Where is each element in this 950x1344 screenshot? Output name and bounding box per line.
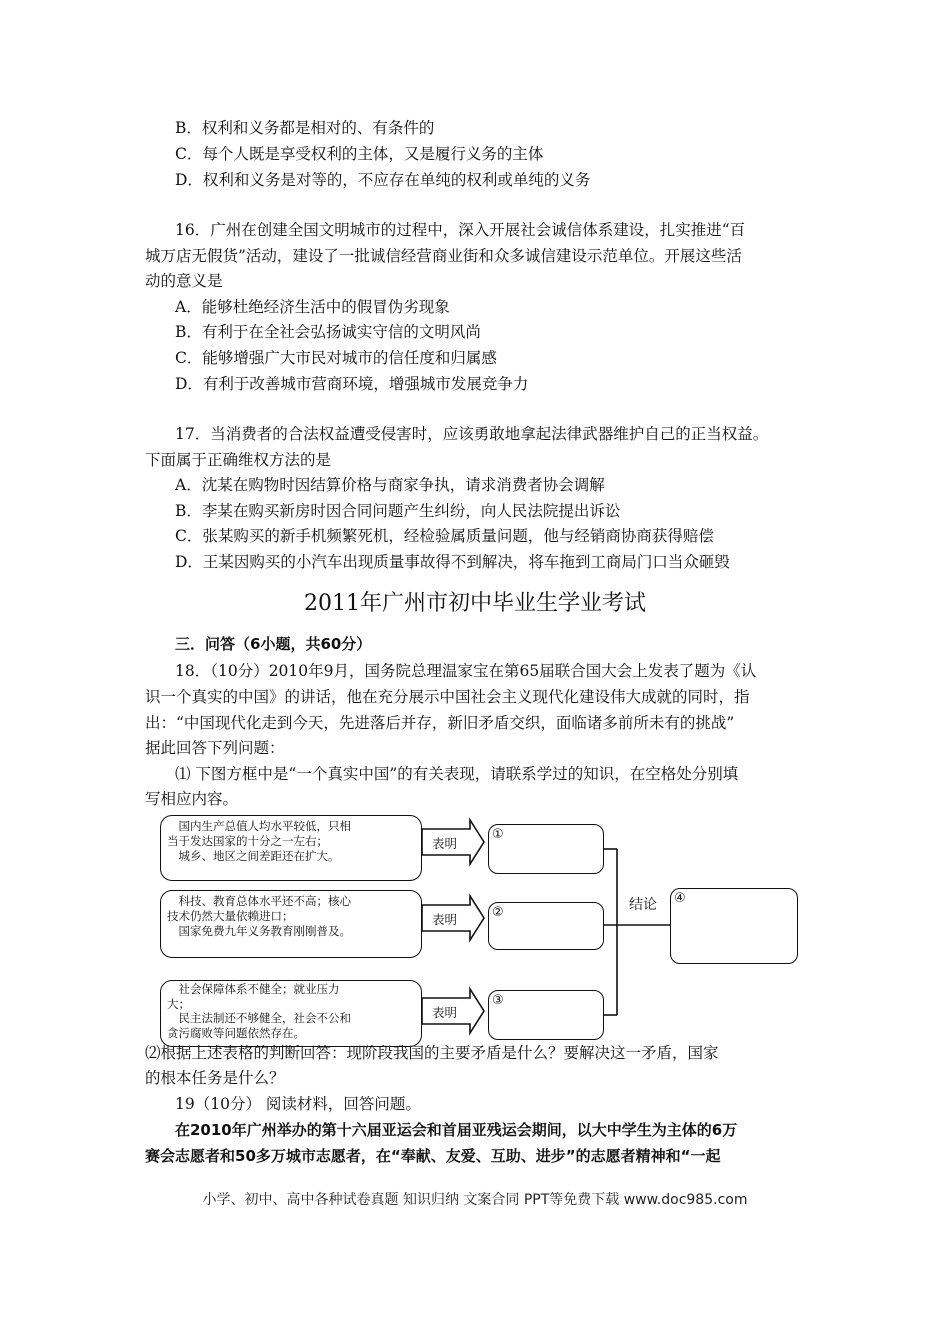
fact-box-3	[160, 980, 422, 1047]
fact-box-1-line-3: 城乡、地区之间差距还在扩大。	[167, 849, 340, 863]
q16-option-d: D．有利于改善城市营商环境，增强城市发展竞争力	[175, 375, 529, 393]
q17-stem-2: 下面属于正确维权方法的是	[145, 451, 332, 469]
answer-box-4-number: ④	[674, 891, 686, 906]
answer-box-1[interactable]	[488, 824, 604, 874]
q18-stem-1: 18．（10分）2010年9月，国务院总理温家宝在第65届联合国大会上发表了题为《认	[175, 662, 757, 680]
q18-stem-2: 识一个真实的中国》的讲话，他在充分展示中国社会主义现代化建设伟大成就的同时，指	[145, 688, 750, 706]
arrow-label-1: 表明	[432, 836, 458, 851]
q17-option-b: B．李某在购买新房时因合同问题产生纠纷，向人民法院提出诉讼	[175, 502, 621, 520]
q19-head: 19（10分） 阅读材料，回答问题。	[175, 1095, 421, 1113]
q17-option-a: A．沈某在购物时因结算价格与商家争执，请求消费者协会调解	[175, 476, 605, 494]
q18-sub1-2: 写相应内容。	[145, 790, 239, 808]
q16-option-a: A．能够杜绝经济生活中的假冒伪劣现象	[175, 298, 450, 316]
fact-box-1-line-1: 国内生产总值人均水平较低，只相	[167, 819, 351, 833]
conclusion-label: 结论	[629, 897, 657, 913]
q19-material-1: 在2010年广州举办的第十六届亚运会和首届亚残运会期间，以大中学生为主体的6万	[175, 1121, 738, 1139]
q16-stem-3: 动的意义是	[145, 272, 223, 290]
q15-option-b: B．权利和义务都是相对的、有条件的	[175, 119, 435, 137]
q15-option-c: C．每个人既是享受权利的主体，又是履行义务的主体	[175, 145, 544, 163]
answer-box-2[interactable]	[488, 902, 604, 950]
fact-box-2-line-3: 国家免费九年义务教育刚刚普及。	[167, 924, 351, 938]
section-heading: 三．问答（6小题，共60分）	[175, 635, 372, 653]
q18-sub2-1: ⑵根据上述表格的判断回答：现阶段我国的主要矛盾是什么？要解决这一矛盾，国家	[145, 1044, 719, 1062]
exam-title: 2011年广州市初中毕业生学业考试	[304, 591, 646, 616]
arrow-label-2: 表明	[432, 912, 458, 927]
q17-option-d: D．王某因购买的小汽车出现质量事故得不到解决，将车拖到工商局门口当众砸毁	[175, 553, 730, 571]
answer-box-3-number: ③	[492, 993, 504, 1008]
q16-option-c: C．能够增强广大市民对城市的信任度和归属感	[175, 349, 497, 367]
q16-option-b: B．有利于在全社会弘扬诚实守信的文明风尚	[175, 323, 481, 341]
fact-box-3-line-1: 社会保障体系不健全；就业压力	[167, 982, 340, 996]
q18-sub2-2: 的根本任务是什么？	[145, 1069, 285, 1087]
q18-stem-3: 出：“中国现代化走到今天，先进落后并存，新旧矛盾交织，面临诸多前所未有的挑战”	[145, 714, 735, 732]
fact-box-1-line-2: 当于发达国家的十分之一左右；	[167, 834, 328, 848]
q18-sub1-1: ⑴ 下图方框中是“一个真实中国”的有关表现，请联系学过的知识，在空格处分别填	[175, 765, 739, 783]
q15-option-d: D．权利和义务是对等的，不应存在单纯的权利或单纯的义务	[175, 171, 591, 189]
arrow-label-3: 表明	[432, 1005, 458, 1020]
fact-box-2-line-2: 技术仍然大量依赖进口；	[167, 909, 294, 923]
q18-stem-4: 据此回答下列问题：	[145, 739, 285, 757]
q16-stem-1: 16．广州在创建全国文明城市的过程中，深入开展社会诚信体系建设，扎实推进“百	[175, 221, 746, 239]
q19-material-2: 赛会志愿者和50多万城市志愿者，在“奉献、友爱、互助、进步”的志愿者精神和“一起	[145, 1147, 721, 1165]
answer-box-2-number: ②	[492, 905, 504, 920]
answer-box-3[interactable]	[488, 990, 604, 1040]
fact-box-2-line-1: 科技、教育总体水平还不高；核心	[167, 894, 351, 908]
fact-box-1	[160, 815, 422, 881]
q17-option-c: C．张某购买的新手机频繁死机，经检验属质量问题，他与经销商协商获得赔偿	[175, 527, 714, 545]
fact-box-2	[160, 890, 422, 958]
answer-box-4[interactable]	[670, 888, 798, 964]
page-footer[interactable]: 小学、初中、高中各种试卷真题 知识归纳 文案合同 PPT等免费下载 www.doc985.com	[202, 1192, 748, 1208]
answer-box-1-number: ①	[492, 827, 504, 842]
fact-box-3-line-4: 贪污腐败等问题依然存在。	[167, 1025, 305, 1040]
q17-stem-1: 17．当消费者的合法权益遭受侵害时，应该勇敢地拿起法律武器维护自己的正当权益。	[175, 425, 769, 443]
fact-box-3-line-3: 民主法制还不够健全，社会不公和	[167, 1011, 351, 1025]
fact-box-3-line-2: 大；	[167, 996, 190, 1011]
q16-stem-2: 城万店无假货”活动，建设了一批诚信经营商业街和众多诚信建设示范单位。开展这些活	[145, 247, 742, 265]
